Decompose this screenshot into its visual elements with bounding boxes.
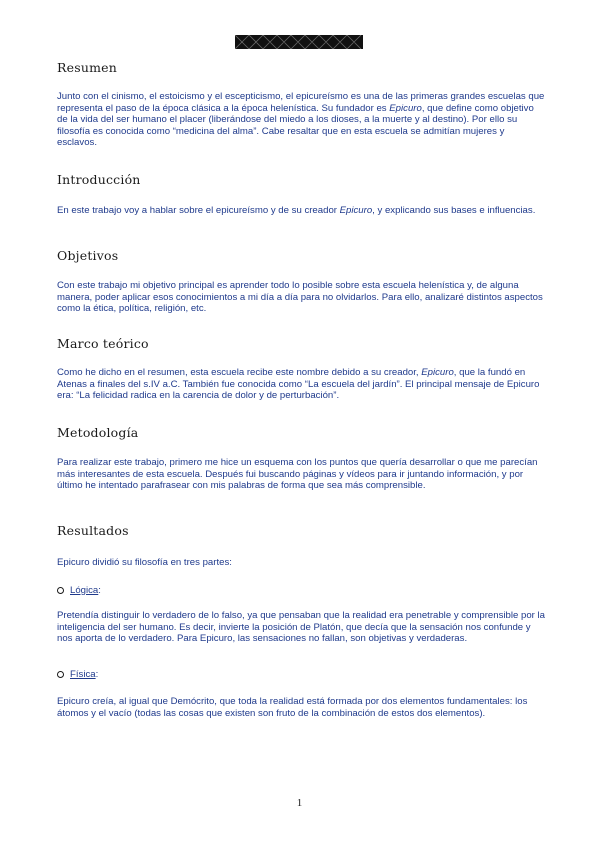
redacted-title <box>235 35 363 49</box>
heading-metodologia: Metodología <box>57 425 139 440</box>
paragraph-marco-teorico: Como he dicho en el resumen, esta escuela recibe este nombre debido a su creador, Epicuro, que la fundó en Atenas a finales del s.IV a.C. También fue conocida como “La escuela del jardín”. El principal mensaje de Epicuro era: “La felicidad radica en la carencia de dolor y de perturbación”. <box>57 367 540 401</box>
heading-objetivos: Objetivos <box>57 248 119 263</box>
paragraph-introduccion: En este trabajo voy a hablar sobre el epicureísmo y de su creador Epicuro, y explicando sus bases e influencias. <box>57 205 536 216</box>
paragraph-fisica: Epicuro creía, al igual que Demócrito, que toda la realidad está formada por dos elementos fundamentales: los átomos y el vacío (todas las cosas que existen son fruto de la combinación de estos dos elementos). <box>57 696 528 719</box>
paragraph-resumen: Junto con el cinismo, el estoicismo y el escepticismo, el epicureísmo es una de las primeras grandes escuelas que representa el paso de la época clásica a la época helenística. Su fundador es Epicuro, que define como objetivo de la vida del ser humano el placer (liberándose del miedo a los dioses, a la muerte y al destino). Por ello su filosofía es conocida como “medicina del alma”. Cabe resaltar que en esta escuela se admitían mujeres y esclavos. <box>57 91 545 148</box>
page-number: 1 <box>296 797 303 809</box>
list-item-fisica: Física : <box>57 669 98 680</box>
heading-marco-teorico: Marco teórico <box>57 336 149 351</box>
list-item-logica: Lógica : <box>57 585 101 596</box>
link-fisica[interactable]: Física <box>70 669 96 680</box>
heading-resultados: Resultados <box>57 523 129 538</box>
heading-resumen: Resumen <box>57 60 117 75</box>
redaction-pattern-icon <box>235 35 363 49</box>
paragraph-logica: Pretendía distinguir lo verdadero de lo falso, ya que pensaban que la realidad era penetrable y comprensible por la inteligencia del ser humano. Es decir, invierte la posición de Platón, que decía que la sensación nos confunde y nos aporta de lo verdadero. Para Epicuro, las sensaciones no fallan, son objetivas y verdaderas. <box>57 610 545 644</box>
paragraph-objetivos: Con este trabajo mi objetivo principal es aprender todo lo posible sobre esta escuela helenística y, de alguna manera, poder aplicar esos conocimientos a mi día a día para no olvidarlos. Para ello, analizaré distintos aspectos como la ética, política, religión, etc. <box>57 280 543 314</box>
paragraph-resultados-intro: Epicuro dividió su filosofía en tres partes: <box>57 557 232 568</box>
circle-bullet-icon <box>57 587 64 594</box>
paragraph-metodologia: Para realizar este trabajo, primero me hice un esquema con los puntos que quería desarrollar o que me parecían más interesantes de esta escuela. Después fui buscando páginas y vídeos para ir juntando información, y por último he intentado parafrasear con mis palabras de forma que sea más comprensible. <box>57 457 538 491</box>
heading-introduccion: Introducción <box>57 172 141 187</box>
circle-bullet-icon <box>57 671 64 678</box>
link-logica[interactable]: Lógica <box>70 585 99 596</box>
